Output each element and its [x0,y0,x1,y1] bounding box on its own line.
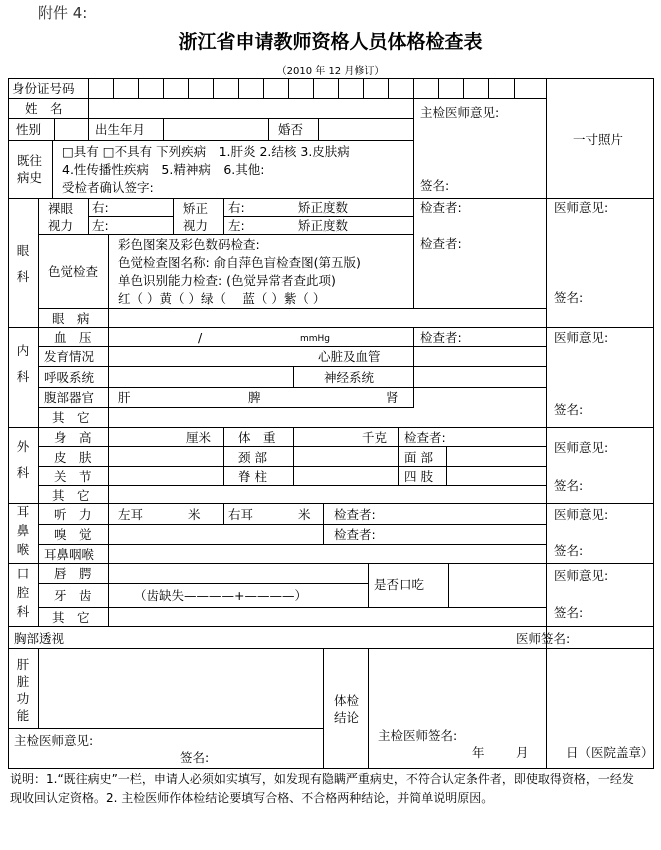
oral-sign-label: 签名: [554,605,584,620]
nervous-label: 神经系统 [324,370,375,385]
internal-section-label: 内科 [16,343,30,384]
liver-function-label: 肝脏功能 [16,657,30,723]
oral-other-label: 其 它 [52,610,90,625]
spine-label: 脊 柱 [238,469,267,484]
ent-doctor-opinion: 医师意见: [554,507,609,522]
corrected-left-label: 左: [228,218,245,233]
ent-sign-label: 签名: [554,543,584,558]
corrected-vision-label: 矫正视力 [183,201,209,233]
correction-degree-right: 矫正度数 [298,200,349,215]
internal-sign-label: 签名: [554,402,584,417]
name-label: 姓 名 [25,101,63,116]
chief-doctor-sign-label: 签名: [420,178,450,193]
correction-degree-left: 矫正度数 [298,218,349,233]
internal-other-label: 其 它 [52,410,90,425]
liver-sign-label: 签名: [180,750,210,765]
height-unit: 厘米 [186,430,212,445]
id-number-label: 身份证号码 [12,81,75,96]
respiratory-label: 呼吸系统 [44,370,95,385]
eye-doctor-opinion: 医师意见: [554,200,609,215]
color-vision-label: 色觉检查 [48,264,99,279]
corrected-right-label: 右: [228,200,245,215]
internal-inspector-label: 检查者: [420,330,462,345]
conclusion-chief-sign: 主检医师签名: [378,728,458,743]
oral-section-label: 口腔科 [16,566,30,619]
history-diseases-line: □具有 □不具有 下列疾病 1.肝炎 2.结核 3.皮肤病 [62,144,350,159]
liver-chief-opinion: 主检医师意见: [14,733,94,748]
right-ear-unit: 米 [298,507,311,522]
naked-right-label: 右: [92,200,109,215]
bp-unit: mmHg [300,334,331,344]
bp-slash: / [198,330,203,345]
eye-section-label: 眼科 [16,243,30,284]
eye-sign-label: 签名: [554,290,584,305]
stutter-label: 是否口吃 [374,577,425,592]
ent-section-label: 耳鼻喉 [16,504,30,557]
height-label: 身 高 [54,430,92,445]
marital-status-label: 婚否 [278,122,304,137]
date-year: 年 [472,745,485,760]
color-test-line3: 单色识别能力检查: (色觉异常者查此项) [118,273,336,288]
gender-label: 性别 [16,122,42,137]
footnote: 说明：1.“既往病史”一栏，申请人必须如实填写，如发现有隐瞒严重病史，不符合认定条件者，即使取得资格，一经发现收回认定资格。2. 主检医师作体检结论要填写合格、不合格两种结论，并简单说明原因。 [10,772,634,805]
conclusion-label: 体检结论 [334,693,360,725]
left-ear-label: 左耳 [118,507,144,522]
date-month: 月 [516,745,529,760]
chest-doctor-sign: 医师签名: [516,631,571,646]
surgery-sign-label: 签名: [554,478,584,493]
face-label: 面 部 [404,450,433,465]
left-ear-unit: 米 [188,507,201,522]
color-test-line4: 红（ ）黄（ ）绿（ 蓝（ ）紫（ ） [118,291,326,306]
hearing-label: 听 力 [54,507,92,522]
revision-note: （2010 年 12 月修订） [276,66,385,77]
smell-label: 嗅 觉 [54,527,92,542]
right-ear-label: 右耳 [228,507,254,522]
smell-inspector-label: 检查者: [334,527,376,542]
chest-xray-label: 胸部透视 [14,631,65,646]
color-inspector-label: 检查者: [420,236,462,251]
surgery-inspector-label: 检查者: [404,430,446,445]
weight-unit: 千克 [362,430,388,445]
birth-date-label: 出生年月 [95,122,146,137]
liver-label: 肝 [118,390,131,405]
internal-doctor-opinion: 医师意见: [554,330,609,345]
history-diseases-line2: 4.性传播性疾病 5.精神病 6.其他: [62,162,265,177]
eye-disease-label: 眼 病 [52,311,90,326]
weight-label: 体 重 [238,430,276,445]
color-test-line1: 彩色图案及彩色数码检查: [118,237,260,252]
surgery-doctor-opinion: 医师意见: [554,440,609,455]
date-day-stamp: 日（医院盖章） [566,745,654,760]
blood-pressure-label: 血 压 [54,330,92,345]
naked-left-label: 左: [92,218,109,233]
ent-disease-label: 耳鼻咽喉 [44,547,95,562]
kidney-label: 肾 [386,390,399,405]
spleen-label: 脾 [248,390,261,405]
surgery-other-label: 其 它 [52,488,90,503]
skin-label: 皮 肤 [54,450,92,465]
chief-doctor-opinion-label: 主检医师意见: [420,105,500,120]
surgery-section-label: 外科 [16,439,30,480]
hearing-inspector-label: 检查者: [334,507,376,522]
examinee-signature-label: 受检者确认签字: [62,180,154,195]
eye-inspector-label: 检查者: [420,200,462,215]
color-test-line2: 色觉检查图名称: 俞自萍色盲检查图(第五版) [118,255,361,270]
neck-label: 颈 部 [238,450,267,465]
photo-placeholder: 一寸照片 [573,132,624,147]
joints-label: 关 节 [54,469,92,484]
lips-label: 唇 腭 [54,566,92,581]
heart-vessel-label: 心脏及血管 [318,349,381,364]
abdominal-label: 腹部器官 [44,390,95,405]
limbs-label: 四 肢 [404,469,433,484]
development-label: 发育情况 [44,349,95,364]
teeth-label: 牙 齿 [54,588,92,603]
medical-history-label: 既往病史 [17,153,43,185]
oral-doctor-opinion: 医师意见: [554,568,609,583]
naked-vision-label: 裸眼视力 [48,201,74,233]
annex-label: 附件 4: [38,4,88,22]
teeth-note: （齿缺失————+————） [134,588,307,603]
form-title: 浙江省申请教师资格人员体格检查表 [178,31,483,53]
